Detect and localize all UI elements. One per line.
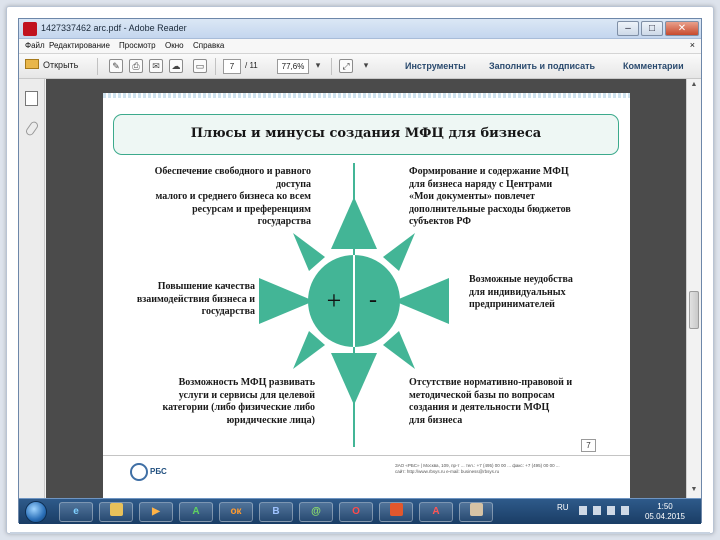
window-title: 1427337462 arc.pdf - Adobe Reader bbox=[41, 23, 187, 33]
fill-sign-button[interactable]: Заполнить и подписать bbox=[489, 61, 596, 71]
company-logo-icon bbox=[130, 463, 148, 481]
zoom-input[interactable]: 77,6% bbox=[277, 59, 309, 74]
toolbar bbox=[19, 54, 701, 79]
menu-file[interactable]: Файл bbox=[25, 41, 45, 50]
right-middle-text: Возможные неудобства для индивидуальных предпринимателей bbox=[469, 274, 573, 310]
tray-flag-icon[interactable] bbox=[593, 506, 601, 515]
sun-ray-left bbox=[259, 278, 314, 324]
taskbar-ie-icon[interactable]: e bbox=[59, 502, 93, 522]
sun-ray-top-left bbox=[293, 233, 325, 271]
scroll-up-icon[interactable]: ▲ bbox=[690, 81, 698, 88]
left-middle-text: Повышение качества взаимодействия бизнеса и государства bbox=[136, 281, 255, 317]
taskbar-a-app-icon[interactable]: A bbox=[179, 502, 213, 522]
page-thumbnails-icon[interactable] bbox=[25, 91, 38, 106]
tray-volume-icon[interactable] bbox=[621, 506, 629, 515]
slide-bottom-rule bbox=[10, 532, 710, 534]
menu-view[interactable]: Просмотр bbox=[119, 41, 156, 50]
menu-window[interactable]: Окно bbox=[165, 41, 184, 50]
start-button[interactable] bbox=[25, 501, 47, 523]
navigation-panel bbox=[19, 79, 45, 498]
tray-arrow-icon[interactable] bbox=[579, 506, 587, 515]
plus-sign: + bbox=[326, 286, 342, 315]
folder-icon bbox=[25, 59, 39, 69]
comments-button[interactable]: Комментарии bbox=[623, 61, 684, 71]
maximize-button[interactable]: □ bbox=[641, 21, 663, 36]
fit-page-icon[interactable]: ⤢ bbox=[339, 59, 353, 73]
document-area[interactable] bbox=[46, 79, 687, 498]
vertical-scrollbar[interactable] bbox=[686, 79, 701, 498]
sun-ray-bottom bbox=[331, 353, 377, 405]
menu-help[interactable]: Справка bbox=[193, 41, 225, 50]
clock-date: 05.04.2015 bbox=[644, 512, 685, 521]
sun-ray-right bbox=[394, 278, 449, 324]
footer-contacts: ЗАО «РБС» | Москва, 109, пр-т ... тел.: +7 (495) 00 00 ... факс: +7 (495) 00 00 ... сайт: http://www.rbsys.ru e-mail: business@rbsys.ru bbox=[395, 463, 560, 474]
open-button[interactable] bbox=[25, 59, 78, 70]
taskbar bbox=[19, 498, 701, 524]
minimize-button[interactable]: – bbox=[617, 21, 639, 36]
taskbar-explorer-icon[interactable] bbox=[99, 502, 133, 522]
title-bar[interactable] bbox=[19, 19, 701, 39]
open-label: Открыть bbox=[43, 60, 79, 70]
toolbar-separator bbox=[215, 58, 216, 75]
taskbar-paint-icon[interactable] bbox=[459, 502, 493, 522]
scroll-down-icon[interactable]: ▼ bbox=[690, 486, 698, 493]
page-number-input[interactable]: 7 bbox=[223, 59, 241, 74]
sun-ray-bottom-left bbox=[293, 331, 325, 369]
toolbar-separator bbox=[97, 58, 98, 75]
menu-edit[interactable]: Редактирование bbox=[49, 41, 110, 50]
taskbar-vk-icon[interactable]: В bbox=[259, 502, 293, 522]
zoom-dropdown-icon[interactable]: ▾ bbox=[315, 60, 321, 70]
taskbar-clock[interactable] bbox=[645, 502, 685, 522]
close-document-icon[interactable]: × bbox=[689, 40, 695, 50]
tray-network-icon[interactable] bbox=[607, 506, 615, 515]
company-logo-text: РБС bbox=[150, 467, 167, 476]
footer-rule bbox=[103, 455, 630, 456]
slide-page-number: 7 bbox=[581, 439, 596, 452]
create-pdf-icon[interactable]: ✎ bbox=[109, 59, 123, 73]
page-total: / 11 bbox=[245, 61, 258, 70]
right-top-text: Формирование и содержание МФЦ для бизнеса наряду с Центрами «Мои документы» повлечет дополнительные расходы бюджетов субъектов РФ bbox=[409, 166, 571, 227]
minus-sign: - bbox=[369, 287, 377, 313]
tools-button[interactable]: Инструменты bbox=[405, 61, 466, 71]
share-icon[interactable]: ☁ bbox=[169, 59, 183, 73]
attachments-icon[interactable] bbox=[24, 120, 39, 137]
taskbar-ok-icon[interactable]: ок bbox=[219, 502, 253, 522]
sun-ray-top-right bbox=[383, 233, 415, 271]
taskbar-opera-icon[interactable]: O bbox=[339, 502, 373, 522]
email-icon[interactable]: ✉ bbox=[149, 59, 163, 73]
left-bottom-text: Возможность МФЦ развивать услуги и сервисы для целевой категории (либо физические либо юридические лица) bbox=[162, 377, 315, 426]
taskbar-acrobat-icon[interactable]: A bbox=[419, 502, 453, 522]
taskbar-mail-icon[interactable]: @ bbox=[299, 502, 333, 522]
print-icon[interactable]: ⎙ bbox=[129, 59, 143, 73]
adobe-reader-window bbox=[18, 18, 702, 523]
sun-ray-bottom-right bbox=[383, 331, 415, 369]
close-button[interactable]: ✕ bbox=[665, 21, 699, 36]
left-top-text: Обеспечение свободного и равного доступа малого и среднего бизнеса ко всем ресурсам и преференциям государства bbox=[154, 166, 311, 227]
save-icon[interactable]: ▭ bbox=[193, 59, 207, 73]
adobe-reader-icon bbox=[23, 22, 37, 36]
pdf-page bbox=[103, 93, 630, 498]
menu-bar bbox=[19, 39, 701, 54]
taskbar-media-icon[interactable]: ▶ bbox=[139, 502, 173, 522]
clock-time: 1:50 bbox=[657, 502, 673, 511]
sun-ray-top bbox=[331, 197, 377, 249]
right-bottom-text: Отсутствие нормативно-правовой и методической базы по вопросам создания и деятельности МФЦ для бизнеса bbox=[409, 377, 573, 426]
taskbar-office-icon[interactable] bbox=[379, 502, 413, 522]
slide-title: Плюсы и минусы создания МФЦ для бизнеса bbox=[113, 114, 619, 155]
toolbar-separator bbox=[331, 58, 332, 75]
more-tools-icon[interactable]: ▾ bbox=[363, 60, 369, 70]
scroll-thumb[interactable] bbox=[689, 291, 699, 329]
language-indicator[interactable]: RU bbox=[557, 503, 569, 512]
